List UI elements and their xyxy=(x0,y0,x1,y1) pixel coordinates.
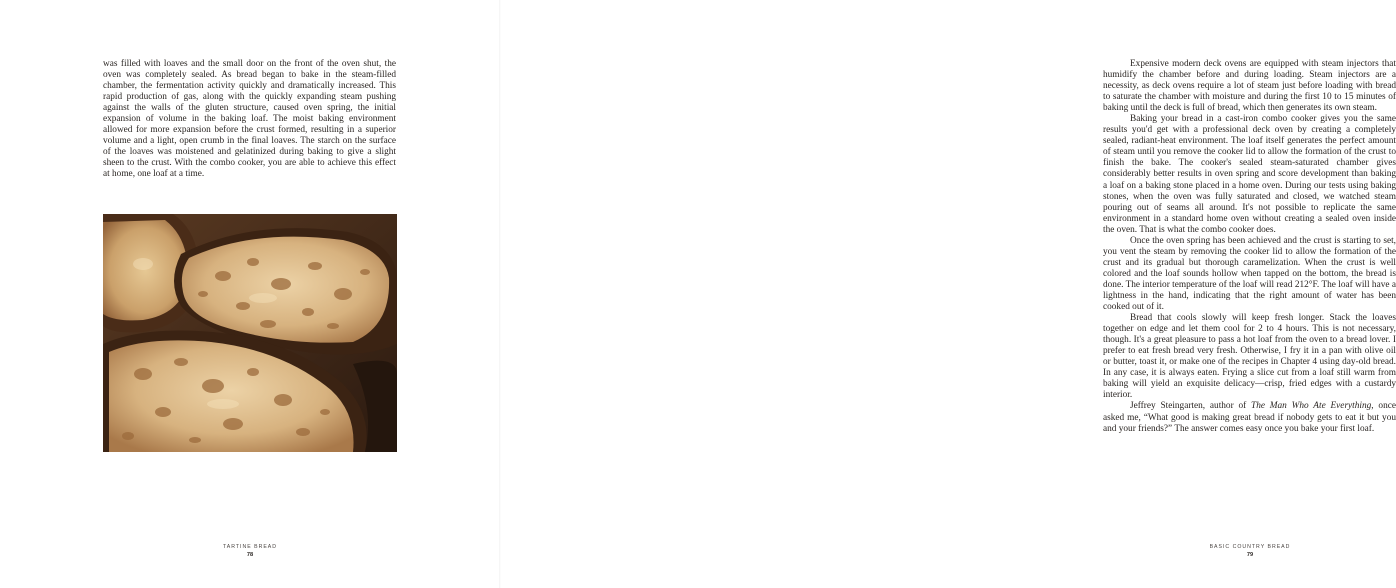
right-paragraph-2: Baking your bread in a cast-iron combo cooker gives you the same results you'd get with a professional deck oven by creating a completely sealed, radiant-heat environment. The loaf itself generates the perfect amount of steam until you remove the cooker lid to allow the formation of the crust to finish the bake. The cooker's sealed steam-saturated chamber gives considerably better results in oven spring and score development than baking a loaf on a baking stone placed in a home oven. During our tests using baking stones, when the oven was fully saturated and closed, we watched steam pouring out of seams all around. It's not possible to replicate the same environment in a standard home oven without creating a sealed oven inside the oven. That is what the combo cooker does. xyxy=(1103,114,1396,235)
right-page-text xyxy=(1103,59,1396,435)
page-number-left: 78 xyxy=(246,552,254,558)
right-paragraph-4: Bread that cools slowly will keep fresh longer. Stack the loaves together on edge and let them cool for 2 to 4 hours. This is not necessary, though. It's a great pleasure to pass a hot loaf from the oven to a bread lover. I prefer to eat fresh bread very fresh. Otherwise, I fry it in a pan with olive oil or butter, toast it, or make one of the recipes in Chapter 4 using day-old bread. In any case, it is always eaten. Frying a slice cut from a loaf still warm from baking will yield an exquisite delicacy—crisp, fried edges with a custardy interior. xyxy=(1103,313,1396,401)
left-folio xyxy=(190,543,310,559)
left-page xyxy=(0,0,500,588)
right-paragraph-3: Once the oven spring has been achieved and the crust is starting to set, you vent the steam by removing the cooker lid to allow the formation of the crust and its gradual but thorough caramelization. When the crust is well colored and the loaf sounds hollow when tapped on the bottom, the bread is done. The interior temperature of the loaf will read 212°F. The loaf will have a lightness in the hand, indicating that the right amount of water has been cooked out of it. xyxy=(1103,235,1396,313)
running-head-left: TARTINE BREAD xyxy=(222,544,278,550)
right-page xyxy=(500,0,1396,588)
page-number-right: 79 xyxy=(1246,552,1254,558)
right-paragraph-5 xyxy=(1103,401,1396,434)
right-paragraph-1: Expensive modern deck ovens are equipped with steam injectors that humidify the chamber before and during loading. Steam injectors are a necessity, as deck ovens require a lot of steam just before loading with bread to saturate the chamber with moisture and during the first 10 to 15 minutes of baking until the deck is full of bread, which then generates its own steam. xyxy=(1103,59,1396,114)
bread-photo-illustration xyxy=(103,214,397,452)
left-paragraph-1: was filled with loaves and the small door on the front of the oven shut, the oven was completely sealed. As bread began to bake in the steam-filled chamber, the fermentation activity quickly and dramatically increased. This rapid production of gas, along with the quickly expanding steam pushing against the walls of the gluten structure, caused oven spring, the initial expansion of volume in the baking loaf. The moist baking environment allowed for more expansion before the crust formed, resulting in a superior volume and a light, open crumb in the final loaves. The starch on the surface of the loaves was moistened and gelatinized during baking to give a slight sheen to the crust. With the combo cooker, you are able to achieve this effect at home, one loaf at a time. xyxy=(103,59,396,180)
paragraph-5-lead: Jeffrey Steingarten, author of xyxy=(1130,401,1252,412)
bread-slices-photo xyxy=(103,214,397,452)
running-head-right: BASIC COUNTRY BREAD xyxy=(1209,544,1291,550)
right-folio xyxy=(1190,543,1310,559)
paragraph-5-rest: , once asked me, “What good is making great bread if nobody gets to eat it but you and your friends?” The answer comes easy once you bake your first loaf. xyxy=(1103,401,1396,434)
book-title: The Man Who Ate Everything xyxy=(1251,401,1372,412)
left-page-text xyxy=(103,59,396,181)
